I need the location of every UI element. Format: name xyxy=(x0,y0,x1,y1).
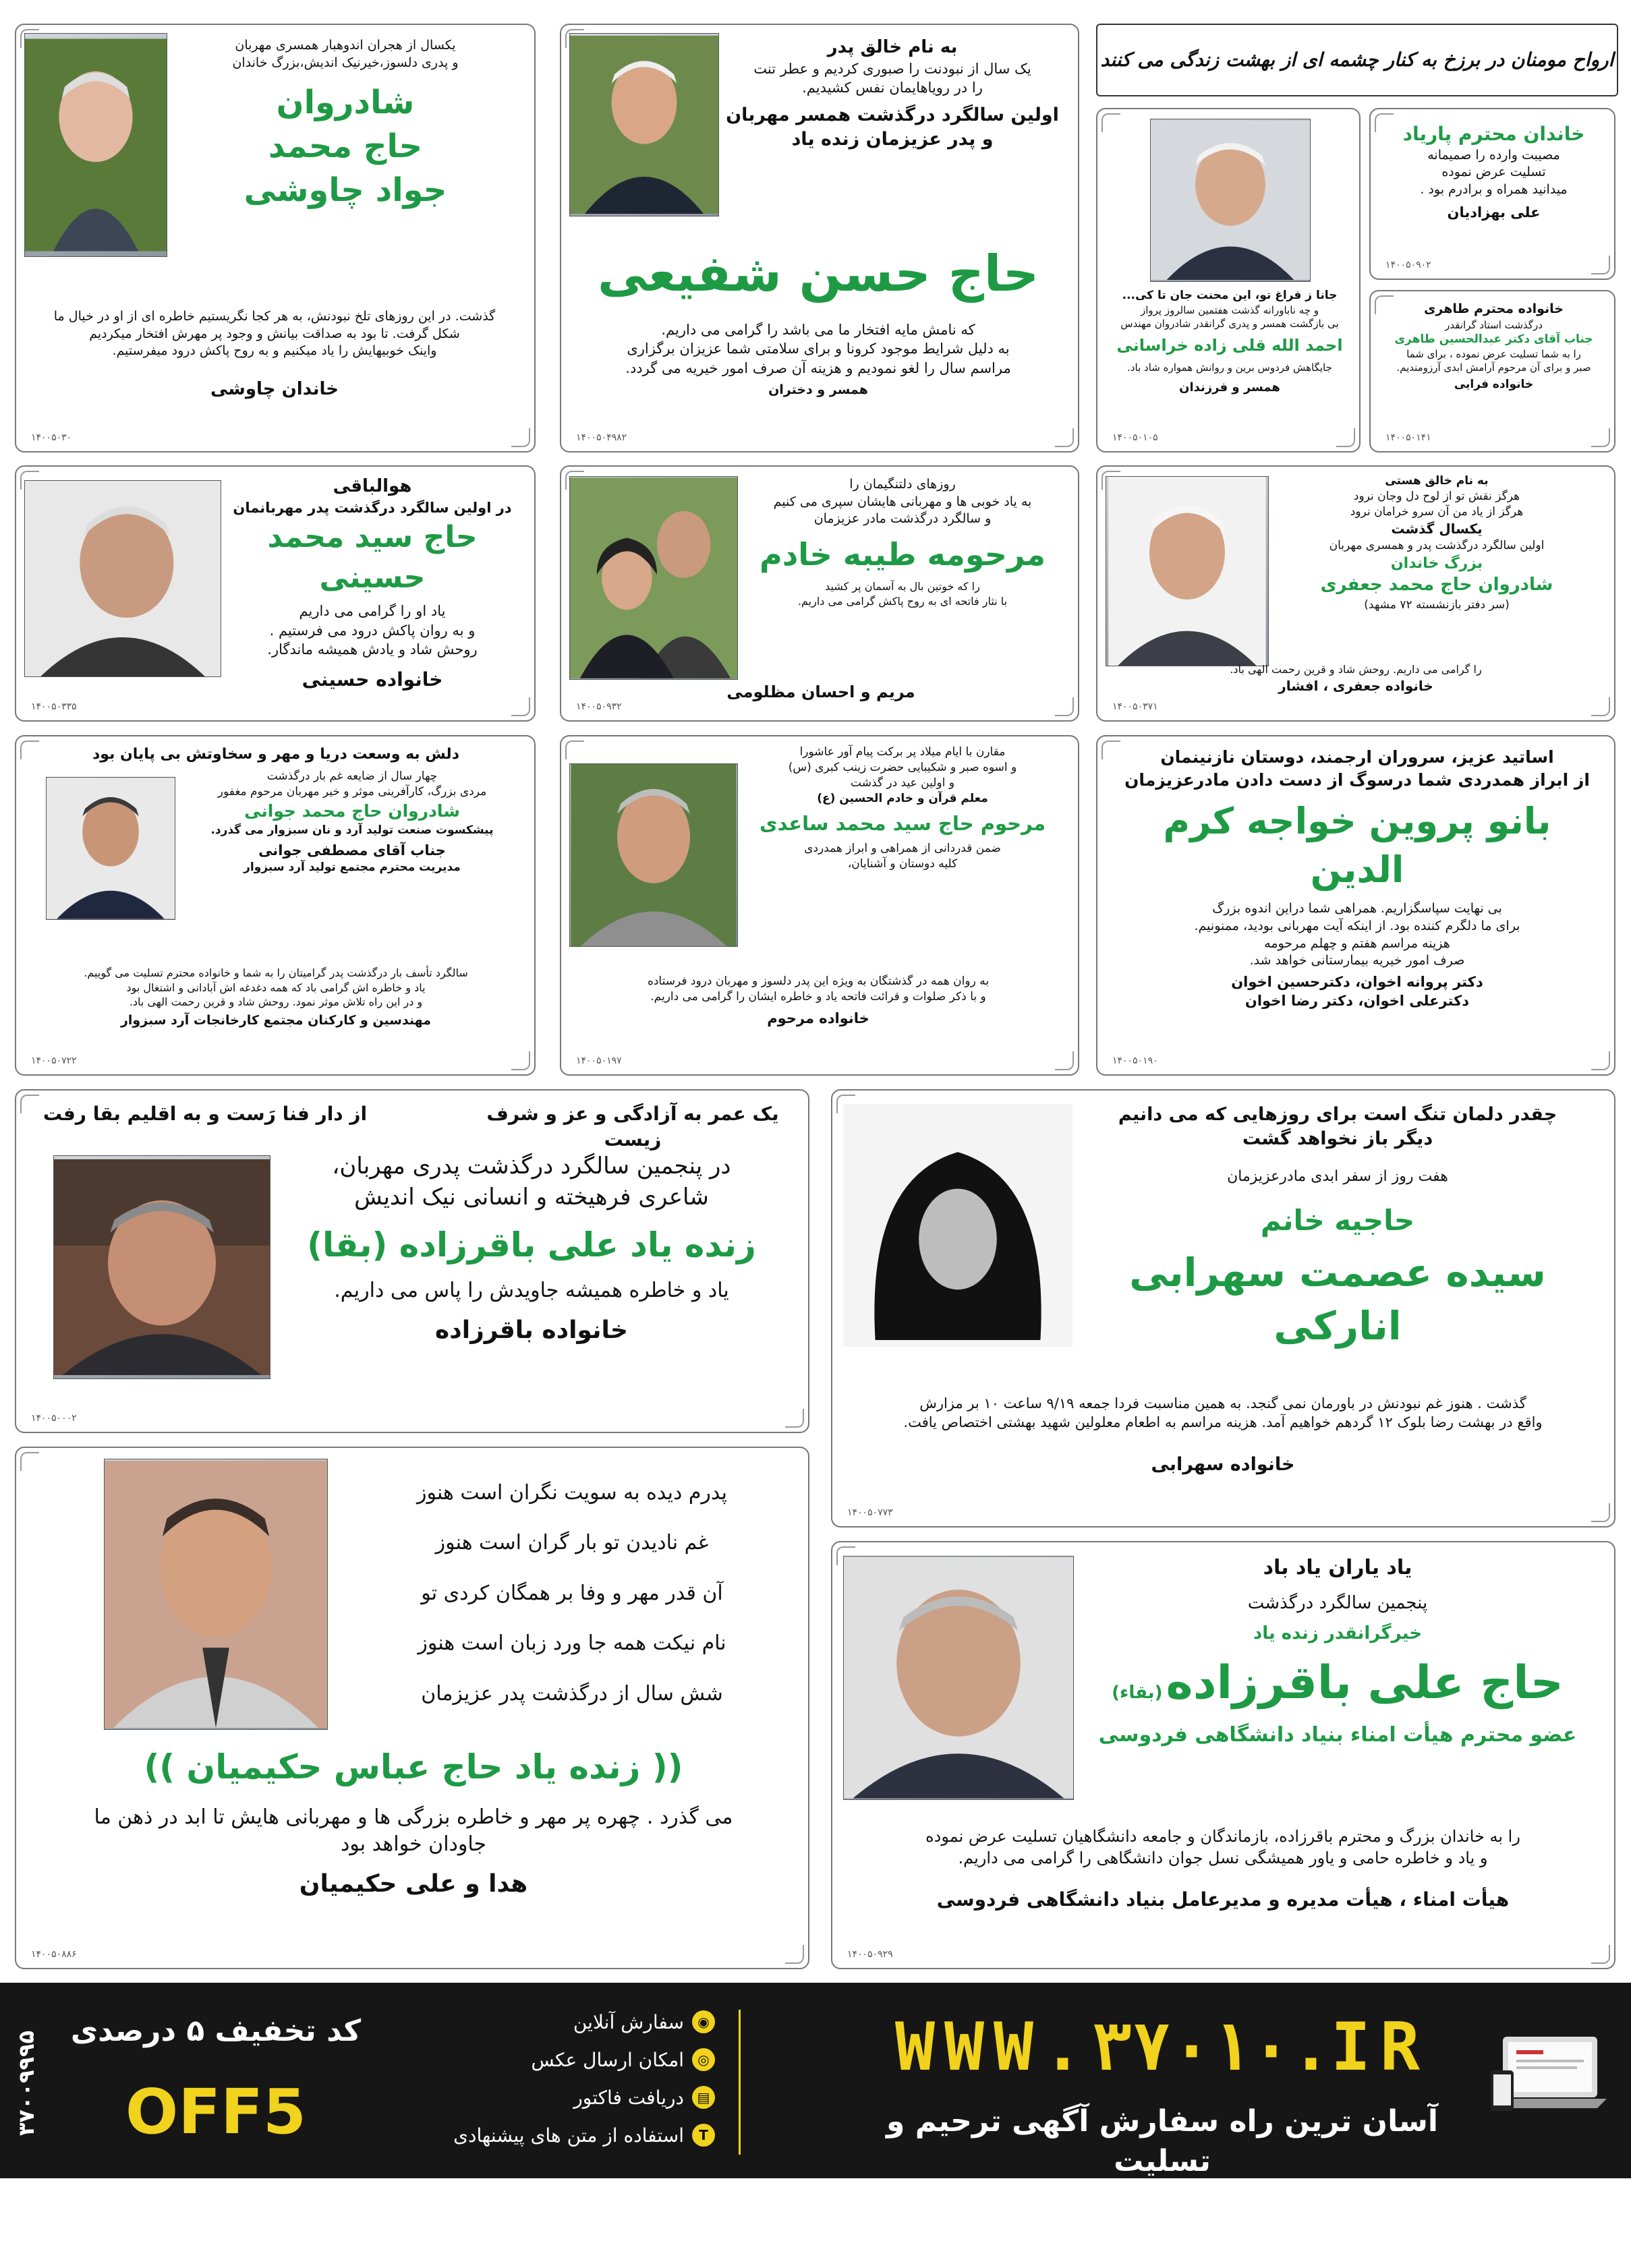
body-line: صرف امور خیریه بیمارستانی خواهد شد. xyxy=(1249,953,1465,968)
ad-code: ۱۴۰۰۵۰۸۸۶ xyxy=(31,1949,77,1960)
portrait-photo xyxy=(569,476,738,680)
green-line: خیرگرانقدر زنده یاد xyxy=(1253,1623,1423,1644)
body-line: می گذرد . چهره پر مهر و خاطره بزرگی ها و مهربانی هایش تا ابد در ذهن ما xyxy=(94,1805,733,1829)
discount-code[interactable]: OFF5 xyxy=(125,2076,306,2148)
deceased-name: جواد چاوشی xyxy=(244,171,447,209)
body-line: برای ما دلگرم کننده بود. از اینکه آیت مهربانی بودید، ممنونیم. xyxy=(1194,918,1520,933)
deceased-name: مرحومه طیبه خادم xyxy=(759,535,1046,573)
body-line: سالگرد تأسف بار درگذشت پدر گرامیتان را به شما و خانواده محترم تسلیت می گوییم. xyxy=(84,966,468,979)
body-line: شکل گرفت. تا بود به صداقت بیانش و وجود پر مهرش افتخار میکردیم xyxy=(89,326,460,341)
intro-line: چهار سال از ضایعه غم بار درگذشت xyxy=(266,769,438,783)
signature: خانواده حسینی xyxy=(302,668,443,691)
laptop-icon xyxy=(1489,2023,1611,2138)
poem-line: شش سال از درگذشت پدر عزیزمان xyxy=(421,1681,723,1706)
intro-line: و چه ناباورانه گذشت هفتمین سالروز پرواز xyxy=(1140,303,1319,316)
honorific: حاجیه خانم xyxy=(1260,1203,1415,1237)
body-line: واقع در بهشت رضا بلوک ۱۲ گردهم خواهیم آمد. هزینه مراسم به اطعام معلولین شهید بهشتی اختصاص یافت. xyxy=(903,1414,1543,1431)
body-line: میدانید همراه و برادرم بود . xyxy=(1420,182,1568,198)
feature-suggested-texts xyxy=(418,2116,715,2154)
deceased-name: سیده عصمت سهرابی انارکی xyxy=(1129,1250,1546,1349)
ad-khorasani xyxy=(1096,108,1361,453)
head-verse-right: یک عمر به آزادگی و عز و شرف زیست xyxy=(486,1103,779,1151)
deceased-name: جناب آقای دکتر عبدالحسین طاهری xyxy=(1394,332,1593,346)
intro-line: هرگز از یاد من آن سرو خرامان نرود xyxy=(1350,504,1524,519)
body-line: گذشت. در این روزهای تلخ نبودنش، به هر کجا نگریستیم خاطره ای از او در خیال ما xyxy=(53,309,496,324)
ad-code: ۱۴۰۰۵۰۳۰ xyxy=(31,432,72,443)
body-line: جاودان خواهد بود xyxy=(340,1832,487,1856)
body-line: یاد و خاطره اش گرامی باد که همه دغدغه اش آبادانی و اشتغال بود xyxy=(126,981,426,994)
ad-head: چقدر دلمان تنگ است برای روزهایی که می دانیم xyxy=(1118,1104,1557,1125)
feature-label: استفاده از متن های پیشنهادی xyxy=(453,2124,684,2147)
ad-head: به نام خالق هستی xyxy=(1385,474,1489,488)
ad-code: ۱۴۰۰۵۰۱۹۷ xyxy=(576,1055,622,1066)
body-line: یاد او را گرامی می داریم xyxy=(299,603,446,620)
body-line: را که خوتین بال به آسمان پر کشید xyxy=(825,580,980,593)
ad-code: ۱۴۰۰۵۰۳۷۱ xyxy=(1112,701,1158,712)
poem-line: آن قدر مهر و وفا بر همگان کردی تو xyxy=(421,1581,723,1605)
feature-label: امکان ارسال عکس xyxy=(531,2048,684,2071)
camera-icon: ◎ xyxy=(692,2048,715,2071)
body-line: به دلیل شرایط موجود کرونا و برای سلامتی شما عزیزان برگزاری xyxy=(627,341,1010,357)
feature-label: سفارش آنلاین xyxy=(573,2010,684,2033)
feature-invoice xyxy=(418,2078,715,2116)
deceased-name: حاج علی باقرزاده xyxy=(1166,1656,1564,1710)
ad-head: هوالباقی xyxy=(333,476,412,496)
green-line: بزرگ خاندان xyxy=(1390,554,1483,572)
body-line: و در این راه تلاش موثر نمود. روحش شاد و قرین رحمت الهی باد. xyxy=(129,995,423,1009)
portrait-photo xyxy=(569,763,738,947)
feature-label: دریافت فاکتور xyxy=(573,2086,684,2109)
deceased-name: (( زنده یاد حاج عباس حکیمیان )) xyxy=(144,1747,683,1786)
intro-line: شاعری فرهیخته و انسانی نیک اندیش xyxy=(354,1183,709,1211)
signature: مریم و احسان مظلومی xyxy=(726,682,915,701)
deceased-name: بانو پروین خواجه کرم الدین xyxy=(1163,799,1551,892)
feature-send-photo xyxy=(418,2041,715,2078)
ad-sohrabi xyxy=(831,1089,1615,1528)
ad-jafari xyxy=(1096,465,1615,722)
note-line: (سر دفتر بازنشسته ۷۲ مشهد) xyxy=(1364,598,1510,612)
ad-code: ۱۴۰۰۵۰۷۲۲ xyxy=(31,1055,77,1066)
ad-code: ۱۴۰۰۵۰۰۰۲ xyxy=(31,1413,77,1424)
header-banner-text: ارواح مومنان در برزخ به کنار چشمه ای از بهشت زندگی می کنند xyxy=(1100,49,1614,71)
head-verse-left: از دار فنا رَست و به اقلیم بقا رفت xyxy=(42,1103,368,1125)
bold-line: و پدر عزیزمان زنده یاد xyxy=(791,129,994,150)
signature: دکترعلی اخوان، دکتر رضا اخوان xyxy=(1244,993,1470,1010)
intro-line: هفت روز از سفر ابدی مادرعزیزمان xyxy=(1227,1167,1448,1185)
body-line: را گرامی می داریم. روحش شاد و قرین رحمت الهی باد. xyxy=(1230,663,1482,676)
ad-code: ۱۴۰۰۵۰۱۴۱ xyxy=(1385,432,1431,443)
feature-online-order xyxy=(418,2003,715,2041)
ad-javani xyxy=(15,735,536,1076)
header-banner xyxy=(1096,24,1618,96)
portrait-photo xyxy=(104,1459,328,1730)
body-line: تسلیت عرض نموده xyxy=(1441,165,1546,180)
body-line: مصیبت وارده را صمیمانه xyxy=(1427,147,1560,163)
footer-slogan: آسان ترین راه سفارش آگهی ترحیم و تسلیت xyxy=(886,2104,1438,2179)
intro-line: و پدری دلسوز،خیرنیک اندیش،بزرگ خاندان xyxy=(232,55,459,70)
body-line: مراسم سال را لغو نمودیم و هزینه آن صرف امور خیریه می گردد. xyxy=(625,359,1011,376)
portrait-photo xyxy=(24,33,167,257)
intro-line: مردی بزرگ، کارآفرینی موثر و خیر مهربان مرحوم مغفور xyxy=(217,784,487,798)
body-line: کلیه دوستان و آشنایان، xyxy=(847,856,958,871)
ad-head: خانواده محترم طاهری xyxy=(1424,301,1564,316)
signature: خاندان چاوشی xyxy=(210,378,339,399)
intro-line: یک سال از نبودنت را صبوری کردیم و عطر تنت xyxy=(753,61,1031,78)
invoice-icon: ▤ xyxy=(692,2086,715,2109)
signature: خانواده جعفری ، افشار xyxy=(1278,677,1433,694)
ad-code: ۱۴۰۰۵۰۷۷۳ xyxy=(847,1507,893,1518)
website-url[interactable]: WWW.۳۷۰۱۰.IR xyxy=(894,2009,1429,2086)
intro-line: را در رویاهایمان نفس کشیدیم. xyxy=(802,80,983,96)
body-line: که نامش مایه افتخار ما می باشد را گرامی می داریم. xyxy=(661,321,975,338)
poem-line: غم نادیدن تو بار گران است هنوز xyxy=(435,1531,709,1555)
ad-code: ۱۴۰۰۵۰۱۰۵ xyxy=(1112,432,1158,443)
text-icon: T xyxy=(692,2124,715,2147)
portrait-photo xyxy=(1150,119,1311,282)
ad-khadem xyxy=(560,465,1079,722)
signature: خانواده باقرزاده xyxy=(435,1316,628,1344)
body-line: گذشت . هنوز غم نبودنش در باورمان نمی گنجد. به همین مناسبت فردا جمعه ۹/۱۹ ساعت ۱۰ بر مزارش xyxy=(919,1395,1526,1412)
deceased-name: شادروان حاج محمد جوانی xyxy=(244,801,460,821)
body-line: واینک خوبیهایش را یاد میکنیم و به روح پاکش درود میفرستیم. xyxy=(112,343,437,359)
portrait-photo xyxy=(1106,476,1269,666)
body-line: به روان همه در گذشتگان به ویژه این پدر دلسوز و مهربان درود فرستاده xyxy=(647,975,990,988)
signature: علی بهزادیان xyxy=(1447,204,1541,221)
body-line: هزینه مراسم هفتم و چهلم مرحومه xyxy=(1264,935,1450,951)
signature: مهندسین و کارکنان مجتمع کارخانجات آرد سبزوار xyxy=(120,1012,431,1028)
portrait-photo xyxy=(24,480,221,677)
intro-line: هرگز نقش تو از لوح دل وجان نرود xyxy=(1353,489,1520,503)
phone-number[interactable]: ۳۷۰۰۹۹۹۵ xyxy=(13,2030,39,2136)
signature: هدا و علی حکیمیان xyxy=(299,1869,528,1898)
intro-line: و سالگرد درگذشت مادر عزیزمان xyxy=(813,511,992,527)
title-line: حاج محمد xyxy=(268,127,423,166)
intro-line: روزهای دلتنگیمان را xyxy=(849,477,956,492)
ad-head: خاندان محترم پاریاد xyxy=(1402,123,1585,145)
intro-line: پیشکسوت صنعت تولید آرد و نان سبزوار می گذرد. xyxy=(210,823,494,837)
signature: همسر و دختران xyxy=(768,382,868,397)
intro-line: درگذشت استاد گرانقدر xyxy=(1445,318,1543,331)
ad-bagherzadeh-ferdowsi xyxy=(831,1541,1615,1969)
body-line: بی نهایت سپاسگزاریم. همراهی شما دراین اندوه بزرگ xyxy=(1212,901,1502,917)
intro-line: و اولین عید در گذشت xyxy=(851,776,954,790)
signature: خانواده مرحوم xyxy=(767,1010,869,1026)
bold-line: یکسال گذشت xyxy=(1391,520,1483,537)
poem-line: نام نیکت همه جا ورد زبان است هنوز xyxy=(418,1631,726,1656)
body-line: و به روان پاکش درود می فرستیم . xyxy=(269,622,476,639)
intro-line: بی بازگشت همسر و پدری گرانقدر شادروان مهندس xyxy=(1120,318,1339,330)
deceased-name: زنده یاد علی باقرزاده (بقا) xyxy=(307,1225,756,1264)
intro-line: به یاد خوبی ها و مهربانی هایشان سپری می کنیم xyxy=(773,494,1032,509)
ad-bagherzadeh-poet xyxy=(15,1089,809,1433)
ad-code: ۱۴۰۰۵۰۴۹۸۲ xyxy=(576,432,627,443)
intro-line: پنجمین سالگرد درگذشت xyxy=(1247,1592,1428,1613)
name-suffix: (بقاء) xyxy=(1112,1682,1163,1703)
intro-line: و اسوه صبر و شکیبایی حضرت زینب کبری (س) xyxy=(788,760,1017,774)
ad-code: ۱۴۰۰۵۰۹۲۹ xyxy=(847,1949,893,1960)
ad-head: به نام خالق پدر xyxy=(827,37,958,57)
body-line: روحش شاد و یادش همیشه ماندگار. xyxy=(267,641,478,658)
body-line: را به شما تسلیت عرض نموده ، برای شما xyxy=(1406,347,1581,360)
bold-line: اولین سالگرد درگذشت همسر مهربان xyxy=(726,104,1059,125)
intro-line: در پنجمین سالگرد درگذشت پدری مهربان، xyxy=(332,1153,731,1180)
title-line: شادروان xyxy=(276,84,415,122)
ad-code: ۱۴۰۰۵۰۹۰۲ xyxy=(1385,260,1431,270)
intro-line: در اولین سالگرد درگذشت پدر مهربانمان xyxy=(233,500,512,517)
portrait-photo xyxy=(46,777,175,920)
bold-line: مدیریت محترم مجتمع تولید آرد سبزوار xyxy=(244,860,461,874)
ad-hakimian xyxy=(15,1447,809,1969)
deceased-name: مرحوم حاج سید محمد ساعدی xyxy=(759,811,1046,835)
cart-icon: ◉ xyxy=(692,2010,715,2033)
ad-taheri xyxy=(1369,290,1615,453)
body-line: یاد و خاطره همیشه جاویدش را پاس می داریم. xyxy=(334,1279,729,1303)
ad-code: ۱۴۰۰۵۰۹۳۲ xyxy=(576,701,622,712)
signature: خانواده سهرابی xyxy=(1151,1453,1295,1475)
ad-hosseini xyxy=(15,465,536,722)
portrait-photo xyxy=(843,1104,1072,1347)
poem-line: پدرم دیده به سویت نگران است هنوز xyxy=(416,1481,728,1505)
body-line: و با ذکر صلوات و قرائت فاتحه یاد و خاطره ایشان را گرامی می داریم. xyxy=(650,989,986,1004)
ad-karamoddin xyxy=(1096,735,1615,1076)
ad-code: ۱۴۰۰۵۰۳۳۵ xyxy=(31,701,77,712)
ad-chavoshi xyxy=(15,24,536,453)
bold-line: معلم قرآن و خادم الحسین (ع) xyxy=(817,791,988,805)
deceased-name: حاج حسن شفیعی xyxy=(597,245,1039,303)
deceased-name: شادروان حاج محمد جعفری xyxy=(1320,575,1553,595)
ad-head: اساتید عزیز، سروران ارجمند، دوستان نازنینمان xyxy=(1160,747,1554,767)
body-line: و یاد و خاطره حامی و یاور همیشگی نسل جوان دانشگاهی را گرامی می داریم. xyxy=(958,1849,1488,1868)
green-line: عضو محترم هیأت امناء بنیاد دانشگاهی فردوسی xyxy=(1098,1723,1577,1747)
discount-label: کد تخفیف ۵ درصدی xyxy=(70,2014,362,2048)
signature: هیأت امناء ، هیأت مدیره و مدیرعامل بنیاد دانشگاهی فردوسی xyxy=(936,1888,1510,1911)
intro-line: جانا ز فراغ تو، این محنت جان تا کی... xyxy=(1122,289,1338,302)
intro-line: یکسال از هجران اندوهبار همسری مهربان xyxy=(235,38,456,53)
body-line: صبر و برای آن مرحوم آرامش ابدی آرزومندیم. xyxy=(1396,361,1591,374)
signature: همسر و فرزندان xyxy=(1179,380,1280,395)
body-line: با نثار فاتحه ای به روح پاکش گرامی می داریم. xyxy=(797,594,1008,608)
ad-shafiei xyxy=(560,24,1079,453)
ad-paryad xyxy=(1369,108,1615,280)
body-line: ضمن قدردانی از همراهی و ابراز همدردی xyxy=(804,841,1001,855)
signature: دکتر پروانه اخوان، دکترحسین اخوان xyxy=(1231,973,1483,990)
ad-head: دلش به وسعت دریا و مهر و سخاوتش بی پایان بود xyxy=(92,746,459,763)
intro-line: اولین سالگرد درگذشت پدر و همسری مهربان xyxy=(1329,538,1545,552)
body-line: را به خاندان بزرگ و محترم باقرزاده، بازماندگان و جامعه دانشگاهیان تسلیت عرض نموده xyxy=(925,1827,1520,1846)
ad-code: ۱۴۰۰۵۰۱۹۰ xyxy=(1112,1055,1158,1066)
portrait-photo xyxy=(843,1556,1074,1800)
ad-head: یاد یاران یاد باد xyxy=(1263,1556,1412,1579)
portrait-photo xyxy=(53,1155,270,1379)
deceased-name: حاج سید محمد حسینی xyxy=(267,520,478,595)
ad-head: دیگر باز نخواهد گشت xyxy=(1242,1128,1433,1150)
signature: خانواده فرایی xyxy=(1454,378,1534,392)
intro-line: مقارن با ایام میلاد پر برکت پیام آور عاشورا xyxy=(799,745,1006,759)
ad-saedi xyxy=(560,735,1079,1076)
bold-line: جناب آقای مصطفی جوانی xyxy=(258,842,446,859)
footer-banner xyxy=(0,1983,1631,2178)
portrait-photo xyxy=(569,33,719,216)
body-line: جایگاهش فردوس برین و روانش همواره شاد باد. xyxy=(1127,361,1332,374)
bold-line: از ابراز همدردی شما درسوگ از دست دادن مادرعزیزمان xyxy=(1124,769,1590,790)
footer-divider xyxy=(739,2010,741,2155)
deceased-name: احمد الله قلی زاده خراسانی xyxy=(1116,336,1343,355)
